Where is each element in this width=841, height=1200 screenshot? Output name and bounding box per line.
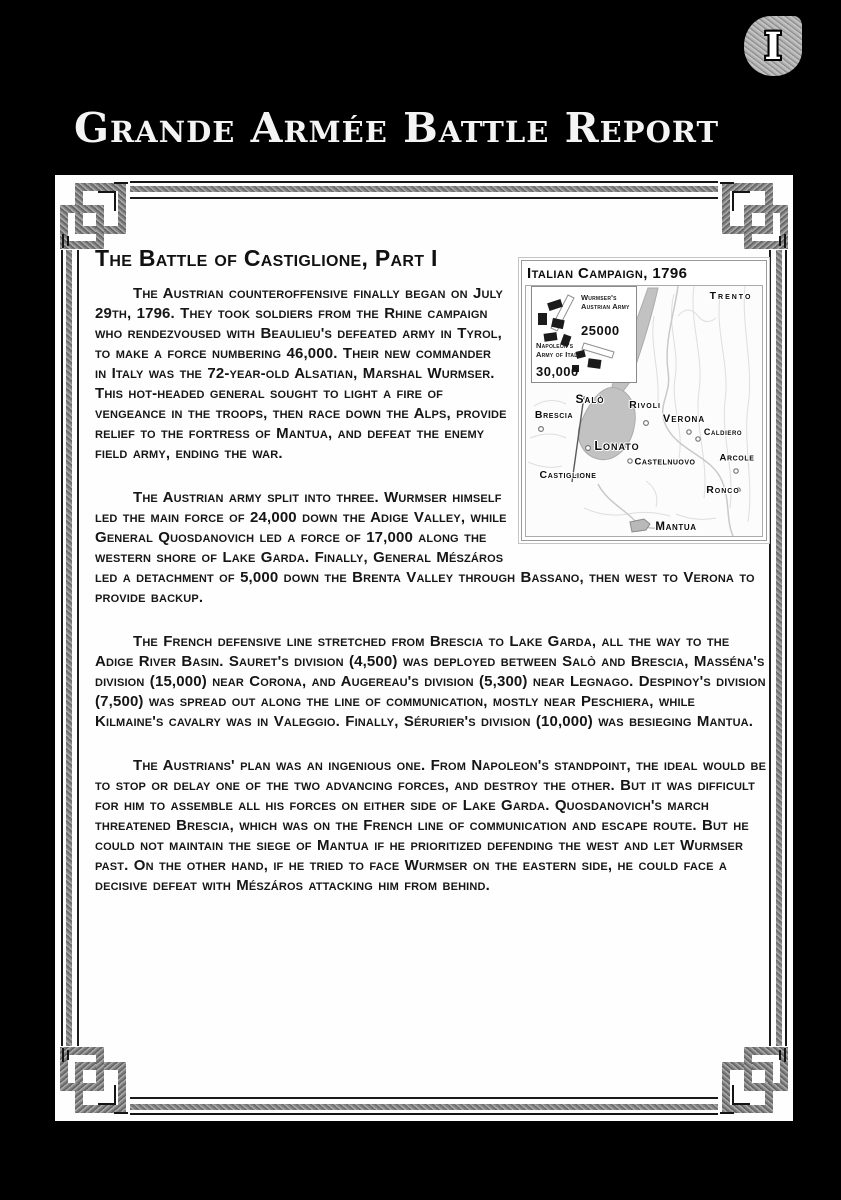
paragraph-1: The Austrian counteroffensive finally began on July 29th, 1796. They took soldiers from the Rhine campaign who rendezvoused with Beaulieu's defeated army in Tyrol, to make a force numbering 46,000. Their new commander in Italy was the 72-year-old Alsatian, Marshal Wurmser. This hot-headed general sought to light a fire of vengeance in the troops, then race down the Alps, provide relief to the fortress of Mantua, and defeat the enemy field army, ending the war. [95,285,507,462]
map-label-caldiero: Caldiero [703,427,743,437]
legend-french-label: Napoleon's Army of Italy [536,341,581,359]
map-label-trento: Trento [709,290,753,302]
paragraph-3: The French defensive line stretched from Brescia to Lake Garda, all the way to the Adige River Basin. Sauret's division (4,500) was deployed between Salò and Brescia, Masséna's division (15,000) near Corona, and Augereau's division (5,300) near Legnago. Despinoy's division (7,500) was spread out along the line of communication, mostly near Peschiera, while Kilmaine's cavalry was in Valeggio. Finally, Sérurier's division (10,000) was besieging Mantua. [95,633,766,730]
article-heading: The Battle of Castiglione, Part I [95,245,438,271]
map-label-castelnuovo: Castelnuovo [634,456,696,468]
article [95,227,767,1085]
page-number-badge [744,16,802,76]
map-label-lonato: Lonato [594,439,640,453]
report-panel [55,175,793,1121]
legend-french-strength: 30,000 [536,364,579,379]
paragraph-4: The Austrians' plan was an ingenious one. From Napoleon's standpoint, the ideal would be to stop or delay one of the two advancing forces, and destroy the other. But it was difficult for him to assemble all his forces on either side of Lake Garda. Quosdanovich's march threatened Brescia, which was on the French line of communication and escape route. But he could not maintain the siege of Mantua if he prioritized defending the west and let Wurmser past. On the other hand, if he tried to face Wurmser on the eastern side, he could face a decisive defeat with Mészáros attacking him from behind. [95,757,767,894]
page-title: Grande Armée Battle Report [74,104,720,152]
map-label-brescia: Brescia [534,409,574,421]
map-label-ronco: Ronco [706,484,740,496]
map-label-arcole: Arcole [719,452,755,464]
legend-austrian-strength: 25000 [581,323,620,338]
map-title: Italian Campaign, 1796 [527,265,688,282]
map-label-rivoli: Rivoli [629,399,661,411]
map-label-verona: Verona [662,413,706,425]
campaign-map [521,260,767,541]
map-label-salo: Salò [575,392,605,406]
map-label-mantua: Mantua [655,521,697,533]
paragraph-2: The Austrian army split into three. Wurmser himself led the main force of 24,000 down the Adige Valley, while General Quosdanovich led a force of 17,000 along the western shore of Lake Garda. Finally, General Mészáros led a detachment of 5,000 down the Brenta Valley through Bassano, then west to Verona to provide backup. [95,489,755,606]
map-legend [531,286,637,383]
map-label-castiglione: Castiglione [539,469,597,481]
page-number: I [764,23,782,68]
map-canvas [525,285,763,537]
legend-austrian-label: Wurmser's Austrian Army [581,293,630,311]
